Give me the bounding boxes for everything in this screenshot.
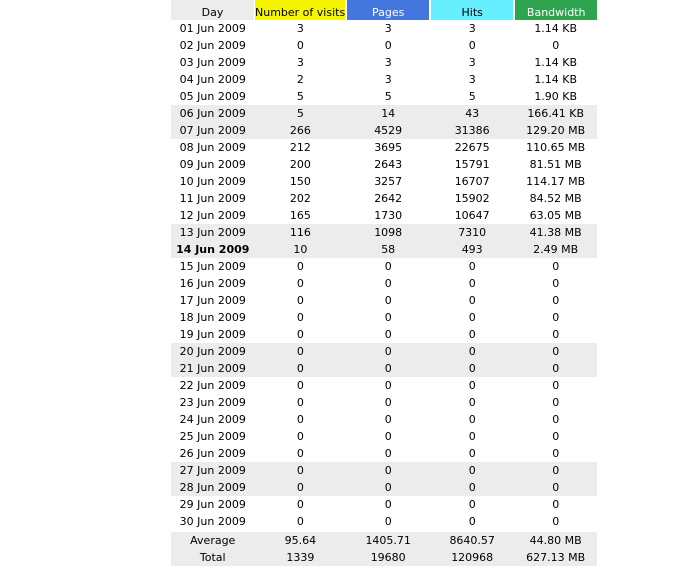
hits-cell: 0 <box>468 311 476 324</box>
visits-cell: 202 <box>289 192 311 205</box>
hits-column-header: Hits <box>430 0 514 20</box>
days-of-month-table <box>171 0 597 566</box>
bandwidth-cell: 2.49 MB <box>514 241 597 258</box>
bandwidth-cell: 0 <box>552 277 560 290</box>
bandwidth-cell: 627.13 MB <box>514 549 597 566</box>
hits-cell: 22675 <box>454 141 490 154</box>
bandwidth-column-header: Bandwidth <box>514 0 597 20</box>
pages-cell: 0 <box>346 462 430 479</box>
day-cell: 04 Jun 2009 <box>179 73 246 86</box>
pages-cell: 4529 <box>346 122 430 139</box>
hits-cell: 0 <box>468 396 476 409</box>
total-row <box>171 549 597 566</box>
pages-cell: 5 <box>384 90 392 103</box>
pages-cell: 0 <box>384 379 392 392</box>
visits-cell: 0 <box>296 447 304 460</box>
day-cell: Total <box>171 549 255 566</box>
bandwidth-cell: 166.41 KB <box>514 105 597 122</box>
pages-cell: 3 <box>384 73 392 86</box>
bandwidth-cell: 41.38 MB <box>514 224 597 241</box>
day-cell: 17 Jun 2009 <box>179 294 246 307</box>
bandwidth-cell: 0 <box>514 360 597 377</box>
table-row <box>171 309 597 326</box>
bandwidth-cell: 0 <box>514 462 597 479</box>
visits-cell: 266 <box>255 122 347 139</box>
day-cell: 26 Jun 2009 <box>179 447 246 460</box>
visits-cell: 95.64 <box>255 531 347 549</box>
table-row <box>171 258 597 275</box>
day-cell: 21 Jun 2009 <box>171 360 255 377</box>
pages-cell: 0 <box>346 343 430 360</box>
hits-cell: 0 <box>468 515 476 528</box>
day-cell: 20 Jun 2009 <box>171 343 255 360</box>
hits-cell: 0 <box>468 277 476 290</box>
pages-cell: 3 <box>384 56 392 69</box>
hits-cell: 8640.57 <box>430 531 514 549</box>
table-row <box>171 394 597 411</box>
bandwidth-cell: 0 <box>552 515 560 528</box>
day-cell: 07 Jun 2009 <box>171 122 255 139</box>
table-row <box>171 54 597 71</box>
hits-cell: 10647 <box>454 209 490 222</box>
pages-cell: 1098 <box>346 224 430 241</box>
hits-cell: 120968 <box>430 549 514 566</box>
pages-cell: 0 <box>384 294 392 307</box>
table-row <box>171 122 597 139</box>
pages-cell: 3257 <box>374 175 403 188</box>
day-cell: 23 Jun 2009 <box>179 396 246 409</box>
bandwidth-cell: 1.14 KB <box>534 22 578 35</box>
table-row <box>171 105 597 122</box>
pages-cell: 3 <box>384 22 392 35</box>
visits-cell: 165 <box>289 209 311 222</box>
day-cell: 25 Jun 2009 <box>179 430 246 443</box>
table-body <box>171 20 597 566</box>
hits-cell: 0 <box>468 430 476 443</box>
day-cell: 19 Jun 2009 <box>179 328 246 341</box>
day-cell: 14 Jun 2009 <box>171 241 255 258</box>
visits-cell: 0 <box>296 413 304 426</box>
pages-cell: 0 <box>384 447 392 460</box>
pages-cell: 19680 <box>346 549 430 566</box>
visits-cell: 0 <box>255 479 347 496</box>
visits-cell: 0 <box>255 343 347 360</box>
visits-cell: 0 <box>296 396 304 409</box>
visits-cell: 116 <box>255 224 347 241</box>
hits-cell: 7310 <box>430 224 514 241</box>
hits-cell: 3 <box>468 73 476 86</box>
hits-cell: 0 <box>468 413 476 426</box>
hits-cell: 5 <box>468 90 476 103</box>
day-cell: 15 Jun 2009 <box>179 260 246 273</box>
table-row <box>171 139 597 156</box>
bandwidth-cell: 1.14 KB <box>534 56 578 69</box>
table-row <box>171 445 597 462</box>
bandwidth-cell: 1.90 KB <box>534 90 578 103</box>
table-row <box>171 241 597 258</box>
hits-cell: 0 <box>468 294 476 307</box>
bandwidth-cell: 0 <box>552 39 560 52</box>
day-cell: 28 Jun 2009 <box>171 479 255 496</box>
pages-cell: 0 <box>384 498 392 511</box>
hits-cell: 493 <box>430 241 514 258</box>
bandwidth-cell: 1.14 KB <box>534 73 578 86</box>
day-cell: 05 Jun 2009 <box>179 90 246 103</box>
visits-cell: 0 <box>296 430 304 443</box>
visits-cell: 0 <box>296 328 304 341</box>
pages-cell: 0 <box>384 260 392 273</box>
pages-cell: 2643 <box>374 158 403 171</box>
bandwidth-cell: 84.52 MB <box>529 192 582 205</box>
day-cell: 13 Jun 2009 <box>171 224 255 241</box>
daily-stats-panel <box>171 0 597 566</box>
pages-cell: 58 <box>346 241 430 258</box>
pages-cell: 0 <box>384 396 392 409</box>
visits-column-header: Number of visits <box>255 0 347 20</box>
table-row <box>171 207 597 224</box>
pages-cell: 0 <box>384 413 392 426</box>
table-row <box>171 462 597 479</box>
hits-cell: 3 <box>468 22 476 35</box>
hits-cell: 43 <box>430 105 514 122</box>
visits-cell: 0 <box>296 498 304 511</box>
table-row <box>171 513 597 531</box>
pages-cell: 14 <box>346 105 430 122</box>
day-cell: 12 Jun 2009 <box>179 209 246 222</box>
bandwidth-cell: 0 <box>552 498 560 511</box>
day-column-header: Day <box>171 0 255 20</box>
table-row <box>171 224 597 241</box>
visits-cell: 200 <box>289 158 311 171</box>
day-cell: 08 Jun 2009 <box>179 141 246 154</box>
hits-cell: 0 <box>430 479 514 496</box>
hits-cell: 15902 <box>454 192 490 205</box>
day-cell: 11 Jun 2009 <box>179 192 246 205</box>
visits-cell: 0 <box>255 360 347 377</box>
day-cell: 16 Jun 2009 <box>179 277 246 290</box>
day-cell: 29 Jun 2009 <box>179 498 246 511</box>
bandwidth-cell: 0 <box>514 343 597 360</box>
day-cell: 18 Jun 2009 <box>179 311 246 324</box>
table-row <box>171 360 597 377</box>
visits-cell: 150 <box>289 175 311 188</box>
table-row <box>171 326 597 343</box>
pages-column-header: Pages <box>346 0 430 20</box>
day-cell: 10 Jun 2009 <box>179 175 246 188</box>
table-row <box>171 343 597 360</box>
visits-cell: 0 <box>296 294 304 307</box>
bandwidth-cell: 0 <box>552 447 560 460</box>
pages-cell: 0 <box>384 39 392 52</box>
table-row <box>171 292 597 309</box>
hits-cell: 0 <box>468 328 476 341</box>
visits-cell: 0 <box>255 462 347 479</box>
bandwidth-cell: 0 <box>552 396 560 409</box>
pages-cell: 0 <box>384 311 392 324</box>
table-row <box>171 20 597 37</box>
table-row <box>171 428 597 445</box>
visits-cell: 0 <box>296 311 304 324</box>
day-cell: 01 Jun 2009 <box>179 22 246 35</box>
table-row <box>171 156 597 173</box>
table-header-row <box>171 0 597 20</box>
hits-cell: 0 <box>468 498 476 511</box>
pages-cell: 0 <box>384 328 392 341</box>
bandwidth-cell: 0 <box>552 328 560 341</box>
visits-cell: 3 <box>296 56 304 69</box>
day-cell: 06 Jun 2009 <box>171 105 255 122</box>
hits-cell: 3 <box>468 56 476 69</box>
table-row <box>171 37 597 54</box>
pages-cell: 3695 <box>374 141 403 154</box>
average-row <box>171 531 597 549</box>
pages-cell: 1730 <box>374 209 403 222</box>
hits-cell: 0 <box>430 360 514 377</box>
visits-cell: 0 <box>296 515 304 528</box>
pages-cell: 1405.71 <box>346 531 430 549</box>
hits-cell: 0 <box>430 343 514 360</box>
pages-cell: 0 <box>384 430 392 443</box>
pages-cell: 0 <box>346 360 430 377</box>
visits-cell: 0 <box>296 379 304 392</box>
table-row <box>171 377 597 394</box>
pages-cell: 0 <box>346 479 430 496</box>
bandwidth-cell: 0 <box>552 430 560 443</box>
bandwidth-cell: 81.51 MB <box>529 158 582 171</box>
pages-cell: 0 <box>384 277 392 290</box>
bandwidth-cell: 110.65 MB <box>526 141 586 154</box>
table-row <box>171 190 597 207</box>
day-cell: Average <box>171 531 255 549</box>
visits-cell: 212 <box>289 141 311 154</box>
visits-cell: 5 <box>296 90 304 103</box>
bandwidth-cell: 0 <box>552 294 560 307</box>
bandwidth-cell: 44.80 MB <box>514 531 597 549</box>
visits-cell: 0 <box>296 260 304 273</box>
table-row <box>171 275 597 292</box>
table-row <box>171 411 597 428</box>
bandwidth-cell: 114.17 MB <box>526 175 586 188</box>
hits-cell: 16707 <box>454 175 490 188</box>
hits-cell: 15791 <box>454 158 490 171</box>
table-row <box>171 496 597 513</box>
visits-cell: 1339 <box>255 549 347 566</box>
visits-cell: 10 <box>255 241 347 258</box>
visits-cell: 5 <box>255 105 347 122</box>
table-row <box>171 71 597 88</box>
day-cell: 03 Jun 2009 <box>179 56 246 69</box>
bandwidth-cell: 0 <box>552 379 560 392</box>
day-cell: 22 Jun 2009 <box>179 379 246 392</box>
bandwidth-cell: 0 <box>552 311 560 324</box>
visits-cell: 2 <box>296 73 304 86</box>
hits-cell: 0 <box>468 39 476 52</box>
bandwidth-cell: 0 <box>514 479 597 496</box>
hits-cell: 0 <box>468 379 476 392</box>
bandwidth-cell: 0 <box>552 260 560 273</box>
bandwidth-cell: 0 <box>552 413 560 426</box>
table-row <box>171 479 597 496</box>
visits-cell: 0 <box>296 277 304 290</box>
visits-cell: 0 <box>296 39 304 52</box>
bandwidth-cell: 63.05 MB <box>529 209 582 222</box>
pages-cell: 0 <box>384 515 392 528</box>
day-cell: 27 Jun 2009 <box>171 462 255 479</box>
table-row <box>171 173 597 190</box>
hits-cell: 0 <box>430 462 514 479</box>
day-cell: 30 Jun 2009 <box>179 515 246 528</box>
bandwidth-cell: 129.20 MB <box>514 122 597 139</box>
hits-cell: 0 <box>468 260 476 273</box>
day-cell: 02 Jun 2009 <box>179 39 246 52</box>
hits-cell: 31386 <box>430 122 514 139</box>
visits-cell: 3 <box>296 22 304 35</box>
hits-cell: 0 <box>468 447 476 460</box>
day-cell: 24 Jun 2009 <box>179 413 246 426</box>
day-cell: 09 Jun 2009 <box>179 158 246 171</box>
table-row <box>171 88 597 105</box>
pages-cell: 2642 <box>374 192 403 205</box>
